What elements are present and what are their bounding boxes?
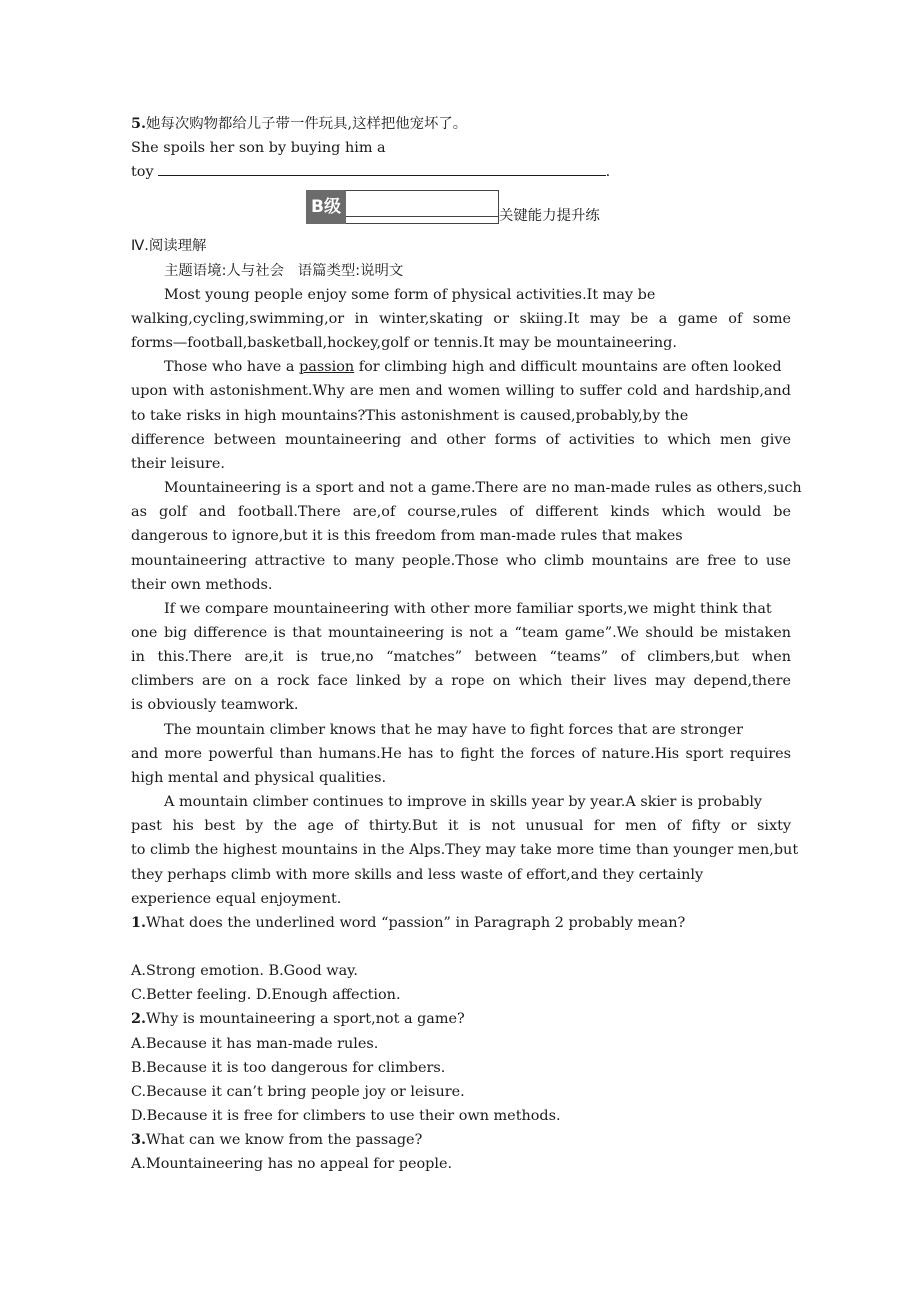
passage-line: difference between mountaineering and other forms of activities to which men give <box>131 431 791 448</box>
option-a[interactable]: A.Because it has man-made rules. <box>131 1035 379 1052</box>
passage-text: Those who have a <box>164 359 300 376</box>
passage-line: The mountain climber knows that he may have to fight forces that are stronger <box>164 721 743 738</box>
passage-line: their leisure. <box>131 455 225 472</box>
q5-chinese-text: 她每次购物都给儿子带一件玩具,这样把他宠坏了。 <box>146 116 468 132</box>
option-cd[interactable]: C.Better feeling. D.Enough affection. <box>131 987 401 1004</box>
passage-line: experience equal enjoyment. <box>131 890 342 907</box>
passage-line: climbers are on a rock face linked by a rope on which their lives may depend,there <box>131 673 791 690</box>
passage-line: A mountain climber continues to improve in skills year by year.A skier is probably <box>164 794 763 811</box>
question-number: 1. <box>131 913 147 931</box>
question-number: 2. <box>131 1010 147 1028</box>
q5-chinese <box>131 112 791 136</box>
question-2 <box>131 1007 791 1128</box>
passage-line: walking,cycling,swimming,or in winter,skating or skiing.It may be a game of some <box>131 310 791 327</box>
passage-line: one big difference is that mountaineering is not a “team game”.We should be mistaken <box>131 624 791 641</box>
question-3 <box>131 1128 791 1176</box>
q5-line2-start: toy <box>131 164 154 181</box>
passage-line: to climb the highest mountains in the Alps.They may take more time than younger men,but <box>131 842 799 859</box>
option-ab[interactable]: A.Strong emotion. B.Good way. <box>131 963 358 980</box>
passage-line: their own methods. <box>131 576 273 593</box>
underlined-word-passion: passion <box>299 359 355 376</box>
worksheet-page <box>131 112 802 1177</box>
q5-line1: She spoils her son by buying him a <box>131 140 386 157</box>
passage-line: past his best by the age of thirty.But it is not unusual for men of fifty or sixty <box>131 818 791 835</box>
passage <box>131 283 802 911</box>
question-stem <box>131 911 791 935</box>
passage-line: If we compare mountaineering with other more familiar sports,we might think that <box>164 600 772 617</box>
q5-answer-blank[interactable] <box>158 161 606 176</box>
question-stem <box>131 1007 791 1031</box>
banner-rule <box>346 216 498 217</box>
level-badge: B级 <box>306 190 346 224</box>
spacer <box>131 935 791 959</box>
banner-title: 关键能力提升练 <box>499 208 600 225</box>
passage-line: upon with astonishment.Why are men and women willing to suffer cold and hardship,and <box>131 383 791 400</box>
passage-line: is obviously teamwork. <box>131 697 299 714</box>
option-a[interactable]: A.Mountaineering has no appeal for people. <box>131 1156 453 1173</box>
question-1 <box>131 911 791 1008</box>
option-d[interactable]: D.Because it is free for climbers to use their own methods. <box>131 1108 561 1125</box>
passage-text: for climbing high and difficult mountains are often looked <box>354 359 782 376</box>
passage-line <box>131 355 791 379</box>
passage-line: and more powerful than humans.He has to fight the forces of nature.His sport requires <box>131 745 791 762</box>
question-text: What can we know from the passage? <box>146 1132 423 1149</box>
question-number: 3. <box>131 1131 147 1149</box>
q5-number: 5. <box>131 115 147 132</box>
question-text: What does the underlined word “passion” in Paragraph 2 probably mean? <box>146 914 686 931</box>
passage-line: to take risks in high mountains?This astonishment is caused,probably,by the <box>131 407 689 424</box>
passage-line: high mental and physical qualities. <box>131 769 387 786</box>
q5-line2-end: . <box>605 164 611 181</box>
passage-line: Most young people enjoy some form of physical activities.It may be <box>164 286 656 303</box>
question-text: Why is mountaineering a sport,not a game? <box>146 1011 465 1028</box>
passage-line: in this.There are,it is true,no “matches” between “teams” of climbers,but when <box>131 649 791 666</box>
section-heading: Ⅳ.阅读理解 <box>131 238 207 255</box>
question-stem <box>131 1128 791 1152</box>
passage-line: Mountaineering is a sport and not a game.There are no man-made rules as others,such <box>164 480 802 497</box>
passage-line: mountaineering attractive to many people.Those who climb mountains are free to use <box>131 552 791 569</box>
passage-line: forms—football,basketball,hockey,golf or tennis.It may be mountaineering. <box>131 335 677 352</box>
passage-line: they perhaps climb with more skills and less waste of effort,and they certainly <box>131 866 704 883</box>
passage-line: dangerous to ignore,but it is this freedom from man-made rules that makes <box>131 528 683 545</box>
level-banner <box>131 190 791 234</box>
option-c[interactable]: C.Because it can’t bring people joy or leisure. <box>131 1083 465 1100</box>
q5-line2 <box>131 160 791 184</box>
option-b[interactable]: B.Because it is too dangerous for climbers. <box>131 1059 446 1076</box>
section-meta: 主题语境:人与社会 语篇类型:说明文 <box>164 262 404 279</box>
banner-frame <box>346 190 499 224</box>
passage-line: as golf and football.There are,of course,rules of different kinds which would be <box>131 504 791 521</box>
